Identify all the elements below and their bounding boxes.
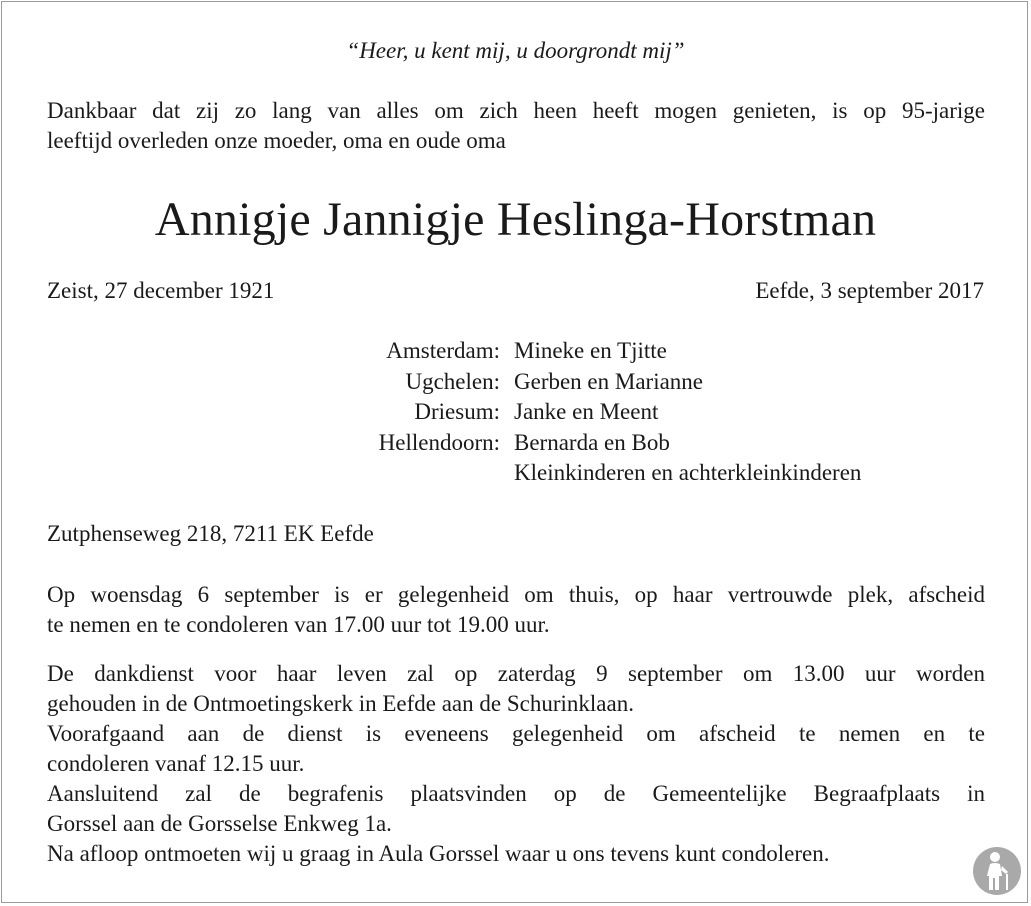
visitation-paragraph: [47, 580, 985, 640]
service-line: condoleren vanaf 12.15 uur.: [47, 751, 305, 776]
service-line: Gorssel aan de Gorsselse Enkweg 1a.: [47, 811, 392, 836]
mourning-figure-icon: [972, 846, 1022, 896]
service-line: Aansluitend zal de begrafenis plaatsvinden op de Gemeentelijke Begraafplaats in: [47, 781, 985, 806]
visitation-line: Op woensdag 6 september is er gelegenheid om thuis, op haar vertrouwde plek, afscheid: [47, 582, 985, 607]
family-names: Kleinkinderen en achterkleinkinderen: [514, 460, 862, 485]
service-line: Voorafgaand aan de dienst is eveneens gelegenheid om afscheid te nemen en te: [47, 721, 985, 746]
family-place: Amsterdam:: [386, 338, 500, 363]
family-place: Hellendoorn:: [378, 429, 500, 455]
intro-line: leeftijd overleden onze moeder, oma en oude oma: [47, 128, 506, 153]
birth-place-date: Zeist, 27 december 1921: [47, 278, 275, 303]
service-paragraph: [47, 659, 985, 869]
family-names: Janke en Meent: [514, 399, 659, 424]
family-list: [300, 336, 1000, 489]
service-line: gehouden in de Ontmoetingskerk in Eefde aan de Schurinklaan.: [47, 691, 634, 716]
service-line: De dankdienst voor haar leven zal op zaterdag 9 september om 13.00 uur worden: [47, 661, 985, 686]
family-place: Ugchelen:: [405, 368, 500, 394]
family-row: [300, 336, 1000, 367]
family-names: Bernarda en Bob: [514, 429, 670, 455]
visitation-line: te nemen en te condoleren van 17.00 uur tot 19.00 uur.: [47, 612, 550, 637]
family-names: Mineke en Tjitte: [514, 338, 667, 363]
address: Zutphenseweg 218, 7211 EK Eefde: [47, 521, 374, 546]
family-place: [300, 458, 514, 489]
family-row: [300, 428, 1000, 459]
family-row: [300, 458, 1000, 489]
family-row: [300, 367, 1000, 398]
intro-line: Dankbaar dat zij zo lang van alles om zich heen heeft mogen genieten, is op 95-jarige: [47, 98, 985, 123]
service-line: Na afloop ontmoeten wij u graag in Aula Gorssel waar u ons tevens kunt condoleren.: [47, 841, 830, 866]
family-place: Driesum:: [414, 399, 500, 424]
deceased-name: Annigje Jannigje Heslinga-Horstman: [154, 193, 877, 246]
motto-quote: “Heer, u kent mij, u doorgrondt mij”: [346, 38, 685, 63]
family-row: [300, 397, 1000, 428]
family-names: Gerben en Marianne: [514, 368, 704, 394]
death-place-date: Eefde, 3 september 2017: [755, 278, 984, 303]
intro-paragraph: [47, 96, 985, 156]
